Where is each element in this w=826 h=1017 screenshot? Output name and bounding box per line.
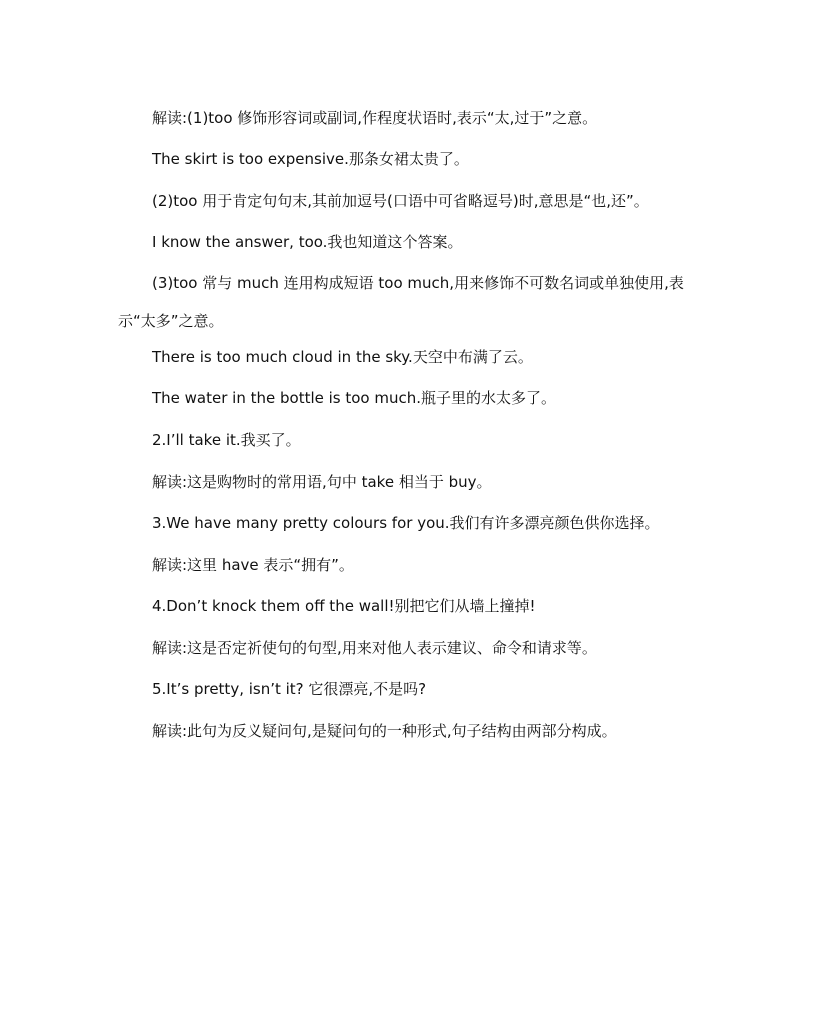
text-line-have-explanation: 解读:这里 have 表示“拥有”。 <box>152 556 354 574</box>
text-line-imperative-explanation: 解读:这是否定祈使句的句型,用来对他人表示建议、命令和请求等。 <box>152 639 597 657</box>
text-line-its-pretty: 5.It’s pretty, isn’t it? 它很漂亮,不是吗? <box>152 680 427 698</box>
text-line-take-it: 2.I’ll take it.我买了。 <box>152 431 301 449</box>
text-line-take-explanation: 解读:这是购物时的常用语,句中 take 相当于 buy。 <box>152 473 492 491</box>
text-line-example-cloud: There is too much cloud in the sky.天空中布满了云。 <box>152 348 533 366</box>
text-line-too-also: (2)too 用于肯定句句末,其前加逗号(口语中可省略逗号)时,意思是“也,还”。 <box>152 192 649 210</box>
text-line-example-skirt: The skirt is too expensive.那条女裙太贵了。 <box>152 150 469 168</box>
text-line-tag-question-explanation: 解读:此句为反义疑问句,是疑问句的一种形式,句子结构由两部分构成。 <box>152 722 617 740</box>
text-line-example-water: The water in the bottle is too much.瓶子里的水太多了。 <box>152 389 557 407</box>
text-line-pretty-colours: 3.We have many pretty colours for you.我们有许多漂亮颜色供你选择。 <box>152 514 660 532</box>
text-line-too-meaning: 解读:(1)too 修饰形容词或副词,作程度状语时,表示“太,过于”之意。 <box>152 109 598 127</box>
text-line-dont-knock: 4.Don’t knock them off the wall!别把它们从墙上撞掉! <box>152 597 536 615</box>
text-paragraph-too-much: (3)too 常与 much 连用构成短语 too much,用来修饰不可数名词或单独使用,表示“太多”之意。 <box>118 274 684 330</box>
text-line-example-answer: I know the answer, too.我也知道这个答案。 <box>152 233 463 251</box>
